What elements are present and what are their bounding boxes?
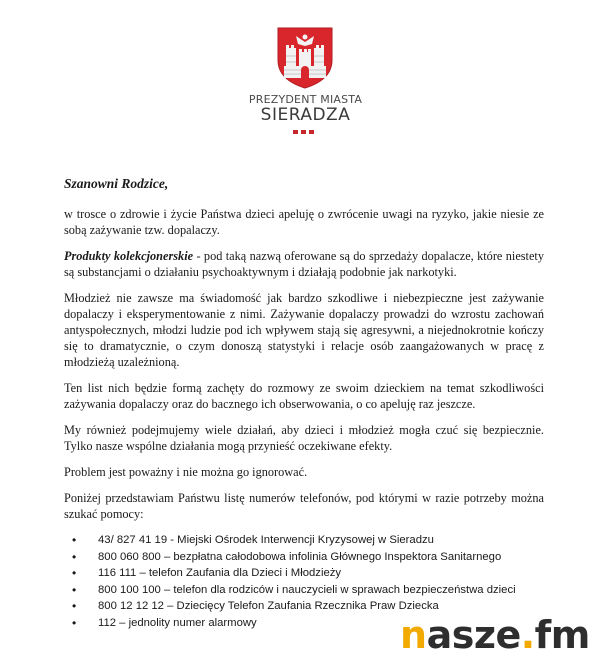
nasze-fm-watermark-logo xyxy=(400,613,590,657)
separator: – xyxy=(160,550,174,563)
paragraph-products xyxy=(64,248,544,280)
logo-dot: . xyxy=(520,613,535,657)
logo-text-fm: fm xyxy=(534,613,590,657)
phone-number: 116 111 xyxy=(98,567,137,579)
phone-number: 800 100 100 xyxy=(98,583,161,596)
phone-number: 800 060 800 xyxy=(98,550,161,563)
separator: – xyxy=(160,583,174,596)
separator: - xyxy=(167,534,178,546)
phone-description: telefon dla rodziców i nauczycieli w sprawach bezpieczeństwa dzieci xyxy=(173,583,516,596)
paragraph-encouragement: Ten list nich będzie formą zachęty do rozmowy ze swoim dzieckiem na temat szkodliwości zażywania dopalaczy oraz do bacznego ich obserwowania, o co apeluję raz jeszcze. xyxy=(64,381,544,411)
phone-list-item xyxy=(86,532,544,549)
sieradz-coat-of-arms-icon xyxy=(276,26,334,90)
emphasized-term: Produkty kolekcjonerskie xyxy=(64,249,194,263)
logo-letter-n: n xyxy=(400,613,427,657)
org-title-line1: PREZYDENT MIASTA xyxy=(248,93,363,106)
separator: – xyxy=(116,616,129,629)
phone-list-item xyxy=(86,565,544,582)
separator: – xyxy=(163,600,177,612)
phone-number: 800 12 12 12 xyxy=(98,600,164,612)
decorative-dots xyxy=(293,130,314,134)
org-title-line2: SIERADZA xyxy=(260,105,351,125)
paragraph-intro: w trosce o zdrowie i życie Państwa dzieci apeluję o zwrócenie uwagi na ryzyko, jakie niesie ze sobą zażywanie tzw. dopalaczy. xyxy=(64,207,544,237)
paragraph-actions: My również podejmujemy wiele działań, aby dzieci i młodzież mogła czuć się bezpiecznie. Tylko nasze wspólne działania mogą przynieść oczekiwane efekty. xyxy=(64,423,544,453)
paragraph-phone-intro: Poniżej przedstawiam Państwu listę numerów telefonów, pod którymi w razie potrzeby można szukać pomocy: xyxy=(64,491,544,521)
logo-text-asze: asze xyxy=(426,613,521,657)
paragraph-youth: Młodzież nie zawsze ma świadomość jak bardzo szkodliwe i niebezpieczne jest zażywanie dopalaczy i eksperymentowanie z nimi. Zażywanie dopalaczy prowadzi do wzrostu zachowań antyspołecznych, młodzi ludzie pod ich wpływem stają się agresywni, a niejednokrotnie kończy się to dramatycznie, o czym donoszą statystyki i relacje osób zaangażowanych w pracę z młodzieżą uzależnioną. xyxy=(64,291,544,369)
paragraph-products-text: - pod taką nazwą oferowane są do sprzedaży dopalacze, które niestety są substancjami o działaniu psychoaktywnym i działają podobnie jak narkotyki. xyxy=(64,249,544,279)
phone-description: Dziecięcy Telefon Zaufania Rzecznika Praw Dziecka xyxy=(176,600,439,612)
greeting: Szanowni Rodzice, xyxy=(64,176,169,191)
separator: – xyxy=(136,567,149,579)
phone-description: Miejski Ośrodek Interwencji Kryzysowej w Sieradzu xyxy=(177,534,434,546)
letter-body xyxy=(64,176,544,631)
phone-description: bezpłatna całodobowa infolinia Głównego Inspektora Sanitarnego xyxy=(173,550,502,563)
phone-list-item xyxy=(86,549,544,566)
phone-number: 43/ 827 41 19 xyxy=(98,534,168,546)
phone-description: telefon Zaufania dla Dzieci i Młodzieży xyxy=(148,567,342,579)
phone-number: 112 xyxy=(98,616,117,629)
phone-description: jednolity numer alarmowy xyxy=(128,616,257,629)
phone-list-item xyxy=(86,582,544,599)
paragraph-problem: Problem jest poważny i nie można go ignorować. xyxy=(64,465,308,479)
